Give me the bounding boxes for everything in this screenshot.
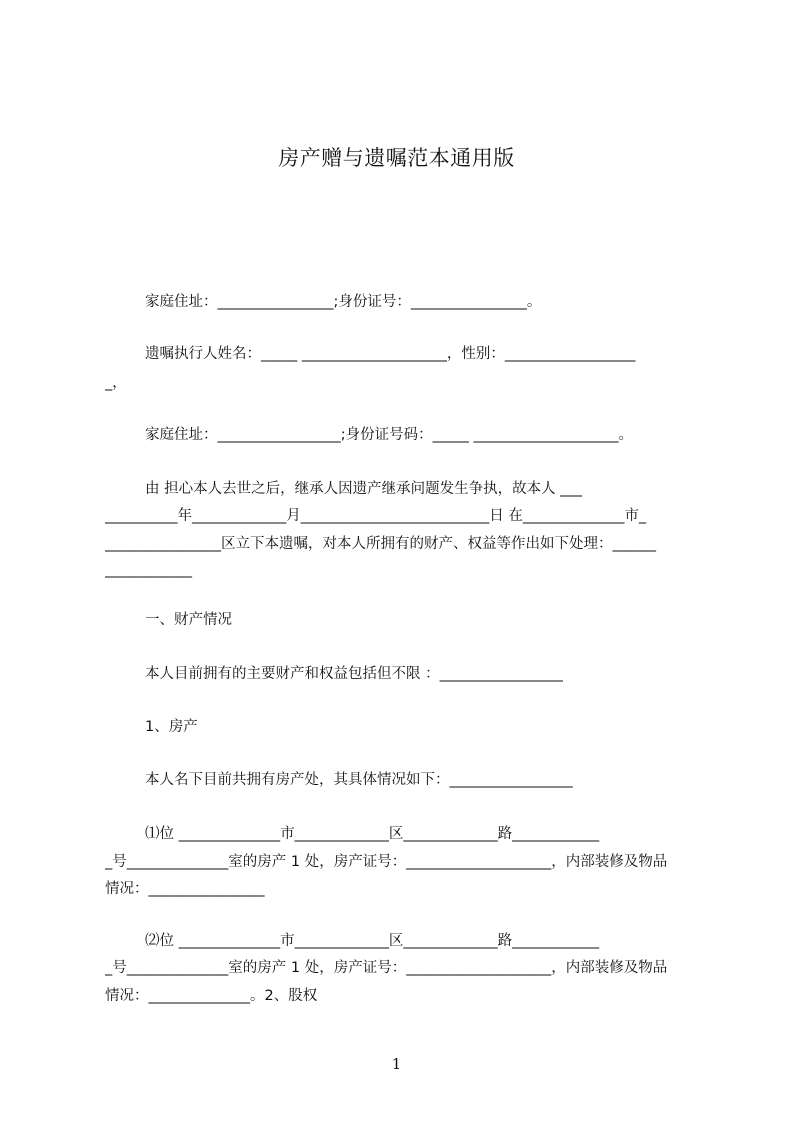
body-line: 情况：______________。2、股权 bbox=[105, 988, 318, 1004]
body-line: _号______________室的房产 1 处，房产证号：____________________，内部装修及物品 bbox=[105, 960, 668, 976]
section-heading: 一、财产情况 bbox=[145, 612, 232, 628]
body-line: _， bbox=[105, 375, 127, 391]
body-line: _号______________室的房产 1 处，房产证号：____________________，内部装修及物品 bbox=[105, 854, 668, 870]
body-line: ⑴位 ______________市_____________区_____________路____________ bbox=[145, 826, 600, 842]
body-line: 本人名下目前共拥有房产处，其具体情况如下：_________________ bbox=[145, 772, 573, 788]
body-line: 情况：________________ bbox=[105, 881, 265, 897]
page-title: 房产赠与遗嘱范本通用版 bbox=[278, 146, 515, 170]
body-line: ⑵位 ______________市_____________区_____________路____________ bbox=[145, 933, 600, 949]
subsection-heading: 1、房产 bbox=[145, 719, 198, 735]
body-line: 家庭住址：_________________;身份证号码：_____ ____________________。 bbox=[145, 427, 633, 443]
body-line: 遗嘱执行人姓名：_____ ____________________，性别：__________________ bbox=[145, 346, 636, 362]
body-line: 本人目前拥有的主要财产和权益包括但不限 ：_________________ bbox=[145, 666, 563, 682]
body-line: __________年_____________月__________________________日 在______________市_ bbox=[105, 508, 647, 524]
page-number: 1 bbox=[391, 1055, 402, 1073]
body-line: ____________ bbox=[105, 562, 192, 578]
body-line: 家庭住址：________________;身份证号：________________。 bbox=[145, 294, 542, 310]
body-line: 由 担心本人去世之后，继承人因遗产继承问题发生争执，故本人 ___ bbox=[145, 481, 582, 497]
body-line: ________________区立下本遗嘱，对本人所拥有的财产、权益等作出如下处理：______ bbox=[105, 536, 656, 552]
